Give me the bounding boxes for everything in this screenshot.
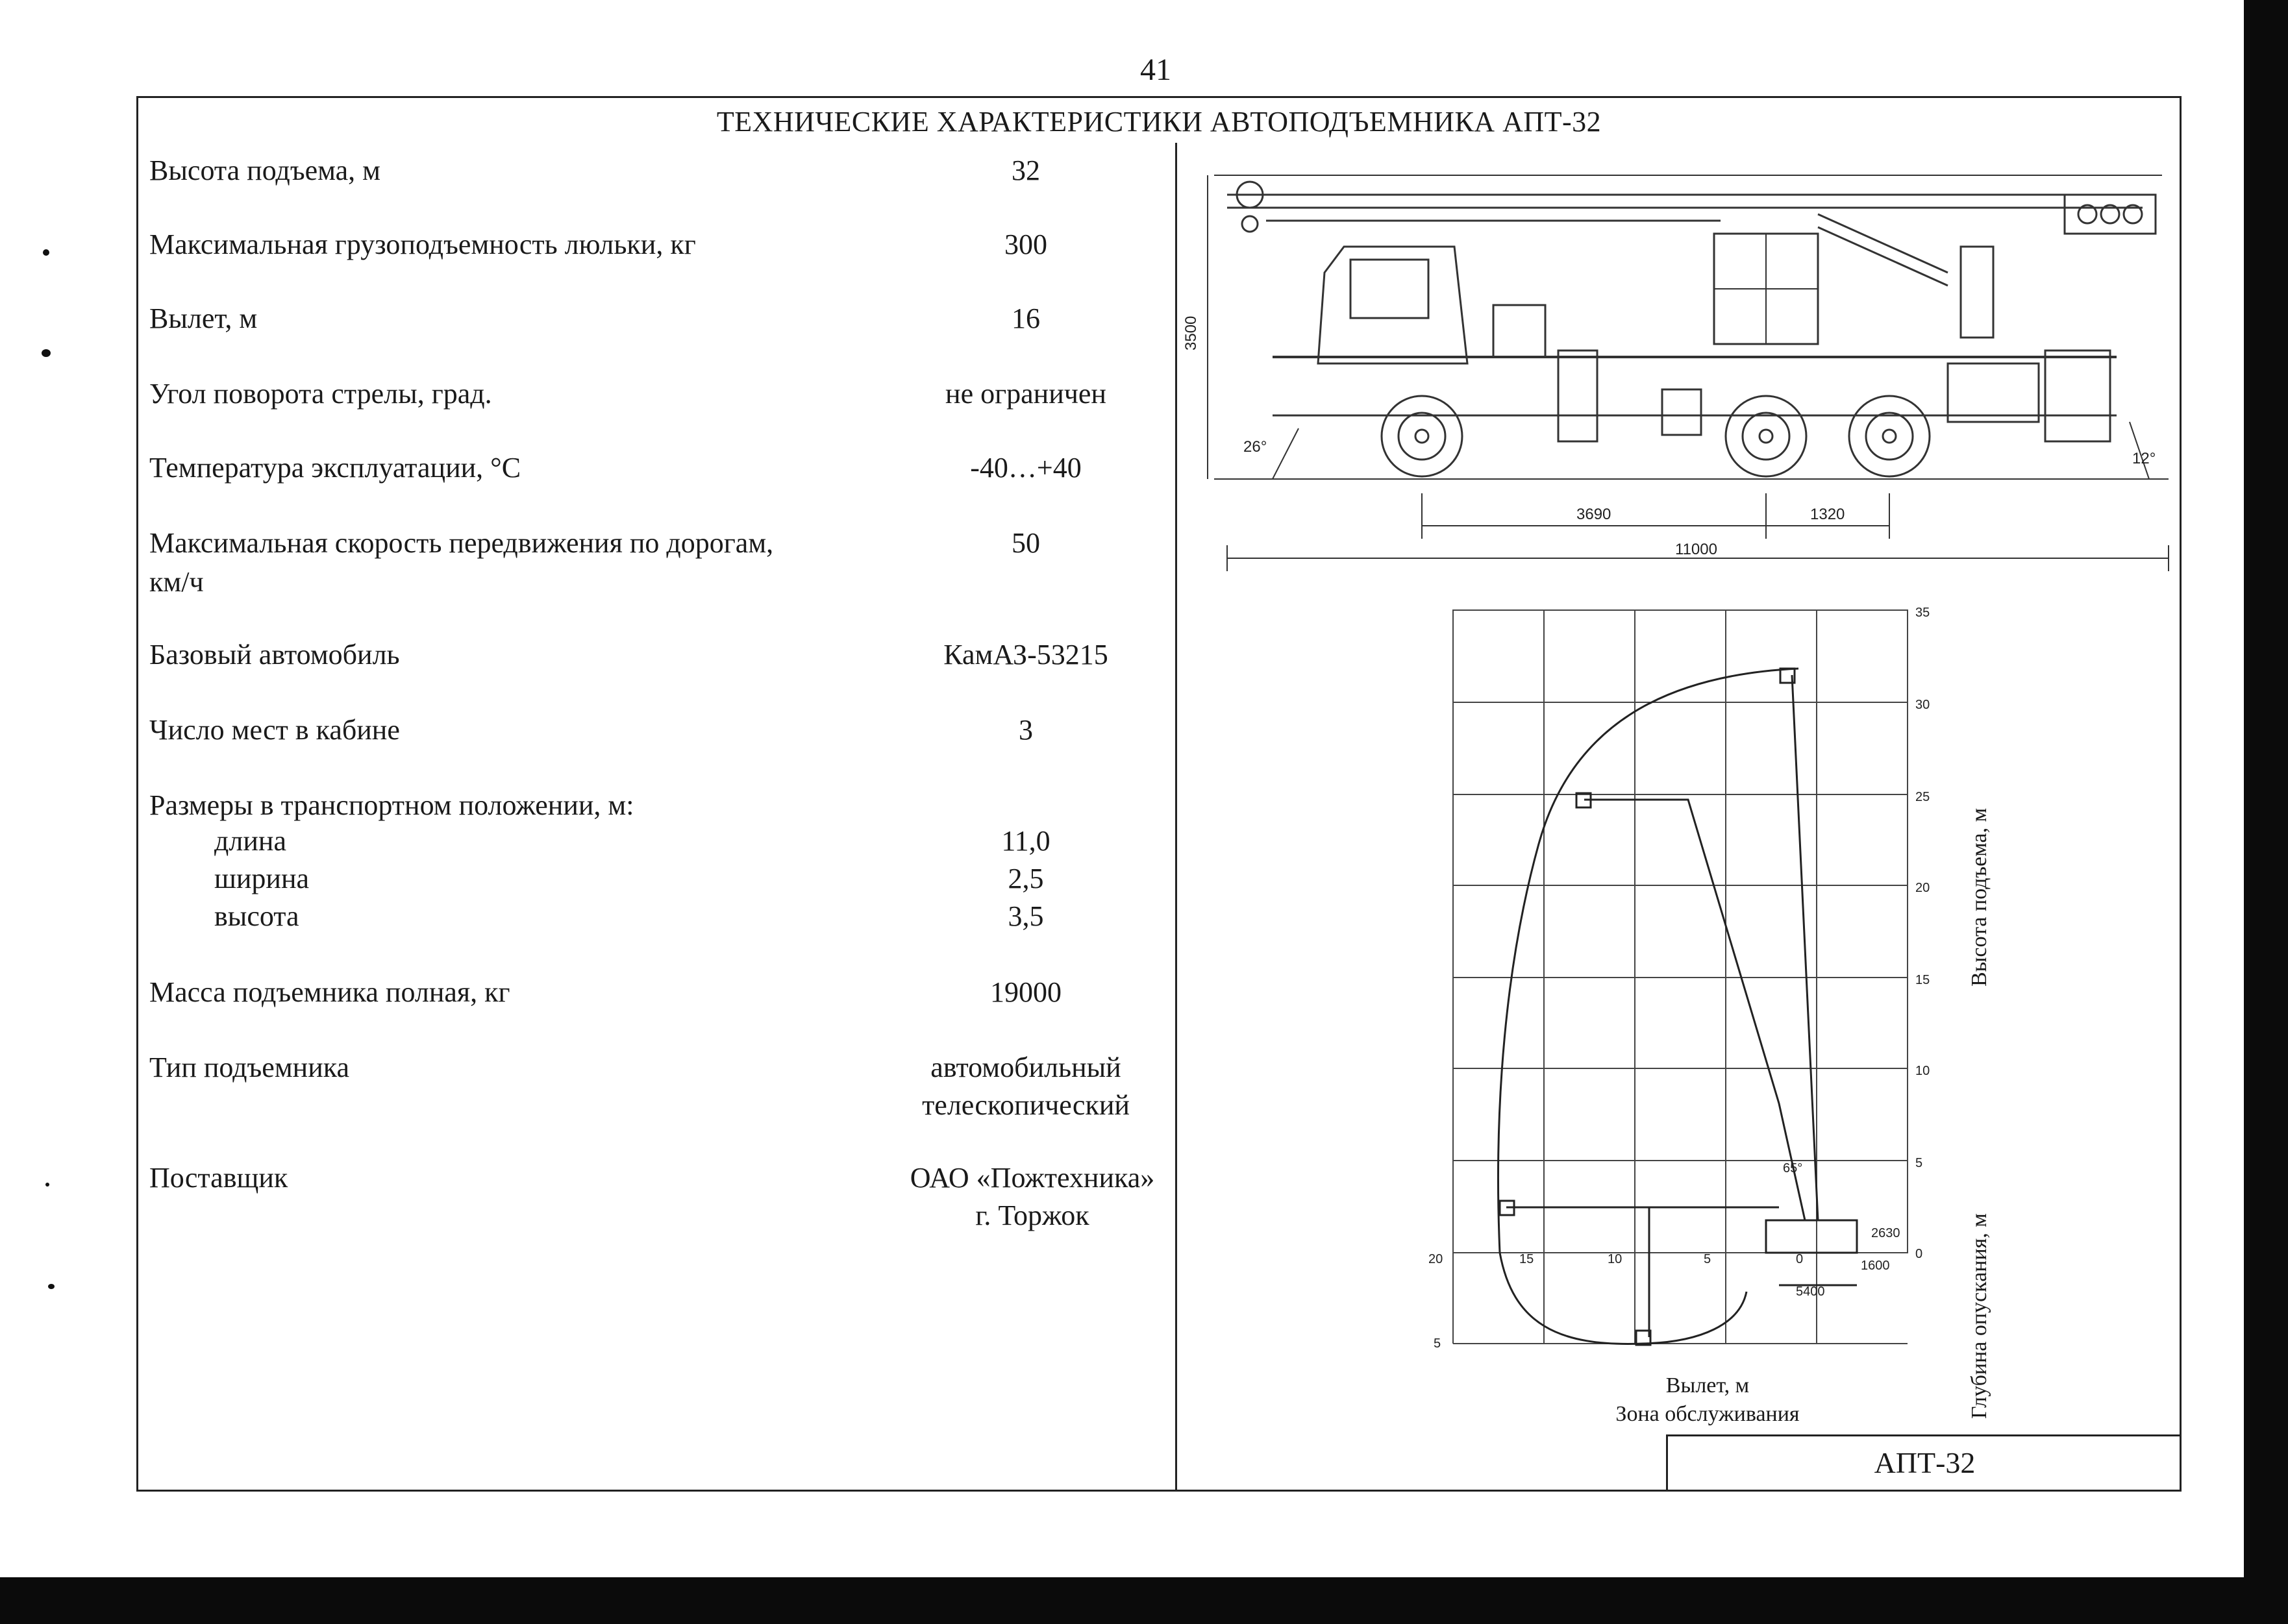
spec-label: Температура эксплуатации, °С [149, 452, 521, 484]
dimension-value-width: 2,5 [1008, 863, 1044, 894]
depth-axis-caption: Глубина опускания, м [1967, 1213, 1991, 1419]
wheelbase-1-label: 3690 [1576, 506, 1611, 523]
x-axis-caption: Вылет, м [1665, 1373, 1750, 1397]
spec-label: Число мест в кабине [149, 714, 400, 746]
spec-label-unit: км/ч [149, 566, 204, 598]
spec-label: Поставщик [149, 1162, 288, 1194]
x-tick-0: 0 [1796, 1252, 1804, 1266]
dimension-value-length: 11,0 [1001, 825, 1051, 857]
y-tick-15: 15 [1915, 973, 1930, 987]
spec-value-cont: телескопический [922, 1089, 1130, 1121]
angle-front-label: 26° [1243, 438, 1267, 456]
spec-label: Угол поворота стрелы, град. [149, 378, 492, 410]
overall-length-label: 11000 [1675, 541, 1717, 558]
spec-value: 19000 [990, 976, 1062, 1008]
y-tick-20: 20 [1915, 881, 1930, 895]
spec-label: Максимальная скорость передвижения по дорогам, [149, 527, 774, 559]
dim-2630: 2630 [1871, 1226, 1900, 1240]
y-tick-25: 25 [1915, 790, 1930, 804]
y-tick-0: 0 [1915, 1247, 1923, 1261]
spec-label: Высота подъема, м [149, 154, 381, 186]
angle-rear-label: 12° [2132, 450, 2156, 467]
spec-value: автомобильный [930, 1052, 1121, 1083]
x-tick-5: 5 [1704, 1252, 1711, 1266]
dim-1600: 1600 [1861, 1259, 1890, 1273]
spec-value: 16 [1012, 302, 1040, 334]
truck-dimension-labels [1182, 316, 2156, 558]
dimension-label-width: ширина [214, 863, 310, 894]
spec-value: КамАЗ-53215 [943, 639, 1108, 671]
spec-value: ОАО «Пожтехника» [910, 1162, 1155, 1194]
dimension-value-height: 3,5 [1008, 900, 1044, 932]
wheelbase-2-label: 1320 [1810, 506, 1845, 523]
dim-height-label: 3500 [1182, 315, 1200, 351]
angle-65: 65° [1783, 1161, 1803, 1175]
work-zone-envelope [1498, 669, 1858, 1345]
y-axis-caption: Высота подъема, м [1967, 807, 1991, 987]
spec-value: 50 [1012, 527, 1040, 559]
spec-value: 300 [1004, 228, 1047, 260]
zone-caption: Зона обслуживания [1615, 1402, 1800, 1426]
y-tick-10: 10 [1915, 1064, 1930, 1078]
page-number: 41 [1140, 53, 1171, 87]
work-zone-grid [1453, 610, 1908, 1344]
page-title: ТЕХНИЧЕСКИЕ ХАРАКТЕРИСТИКИ АВТОПОДЪЕМНИКА АПТ-32 [716, 106, 1602, 138]
spec-value: 3 [1019, 714, 1033, 746]
y-tick-30: 30 [1915, 698, 1930, 712]
dimension-label-height: высота [214, 900, 299, 932]
dimension-label-length: длина [214, 825, 286, 857]
spec-label: Базовый автомобиль [149, 639, 400, 671]
dim-5400: 5400 [1796, 1285, 1825, 1299]
spec-label: Вылет, м [149, 302, 258, 334]
spec-label: Максимальная грузоподъемность люльки, кг [149, 228, 696, 260]
spec-value: не ограничен [945, 378, 1106, 410]
spec-value: 32 [1012, 154, 1040, 186]
spec-label: Масса подъемника полная, кг [149, 976, 510, 1008]
x-tick-20: 20 [1428, 1252, 1443, 1266]
spec-value: -40…+40 [970, 452, 1082, 484]
title-block-stamp: АПТ-32 [1666, 1434, 2182, 1492]
x-tick-15: 15 [1519, 1252, 1534, 1266]
y-tick-35: 35 [1915, 606, 1930, 620]
depth-tick-5: 5 [1434, 1336, 1441, 1351]
spec-value-cont: г. Торжок [975, 1200, 1089, 1231]
spec-label: Размеры в транспортном положении, м: [149, 789, 634, 821]
spec-label: Тип подъемника [149, 1052, 349, 1083]
truck-side-view [1208, 175, 2169, 571]
x-tick-10: 10 [1608, 1252, 1623, 1266]
y-tick-5: 5 [1915, 1156, 1923, 1170]
